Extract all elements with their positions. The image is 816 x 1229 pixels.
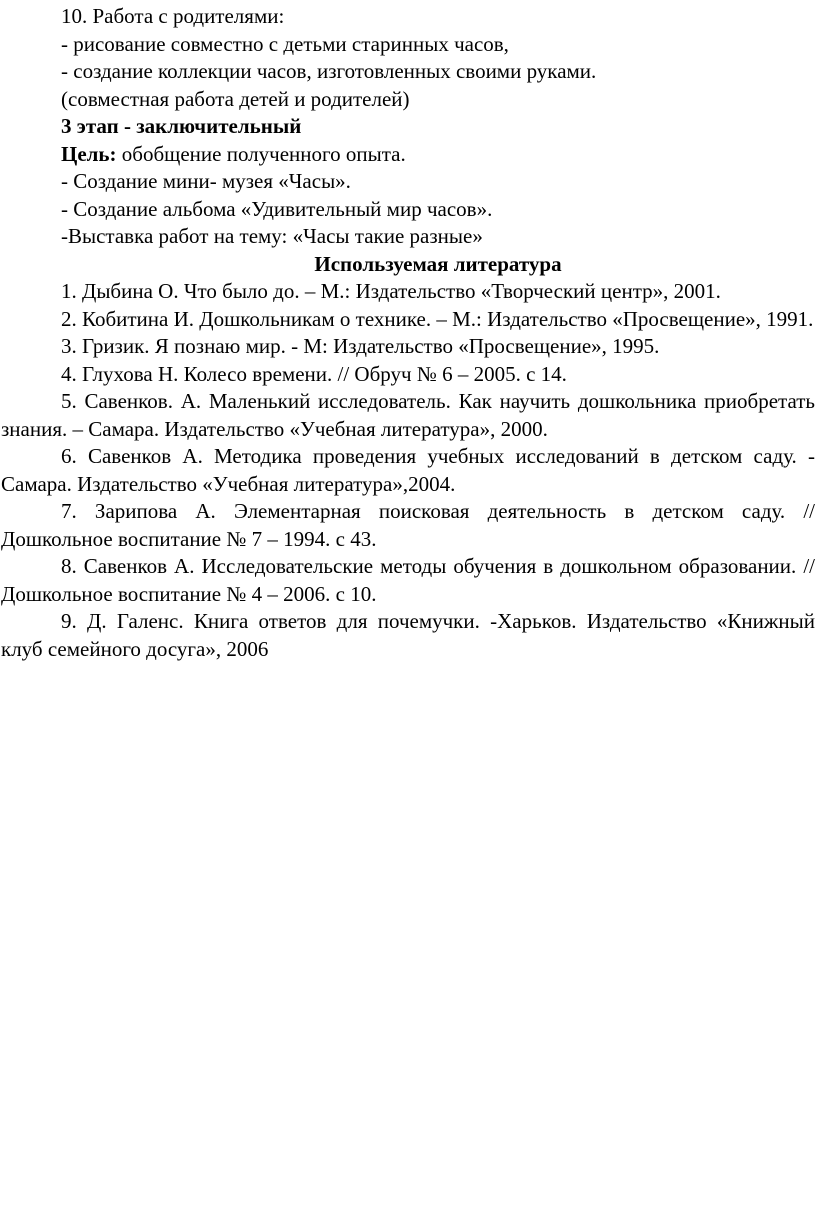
bullet-item: - рисование совместно с детьми старинных часов, — [61, 31, 509, 56]
reference-item: 5. Савенков. А. Маленький исследователь. Как научить дошкольника приобретать знания. – Самара. Издательство «Учебная литература», 2000. — [1, 389, 815, 441]
reference-item: 2. Кобитина И. Дошкольникам о технике. – М.: Издательство «Просвещение», 1991. — [61, 306, 814, 331]
stage-3-title: 3 этап - заключительный — [61, 114, 302, 138]
literature-heading: Используемая литература — [314, 251, 562, 276]
stage-3-item: - Создание мини- музея «Часы». — [61, 169, 351, 193]
reference-item: 7. Зарипова А. Элементарная поисковая деятельность в детском саду. // Дошкольное воспитание № 7 – 1994. с 43. — [1, 499, 815, 551]
reference-item: 1. Дыбина О. Что было до. – М.: Издательство «Творческий центр», 2001. — [61, 279, 721, 303]
parents-work-section — [1, 0, 815, 113]
stage-3-item: - Создание альбома «Удивительный мир часов». — [61, 196, 493, 221]
reference-item: 8. Савенков А. Исследовательские методы обучения в дошкольном образовании. // Дошкольное воспитание № 4 – 2006. с 10. — [1, 554, 815, 606]
reference-item: 3. Гризик. Я познаю мир. - М: Издательство «Просвещение», 1995. — [61, 334, 660, 358]
stage-3-section — [1, 113, 815, 251]
stage-3-item: -Выставка работ на тему: «Часы такие разные» — [61, 224, 483, 248]
bullet-item: - создание коллекции часов, изготовленных своими руками. — [61, 59, 597, 83]
goal-label: Цель: — [61, 141, 117, 166]
item-10-title: 10. Работа с родителями: — [61, 4, 285, 28]
reference-item: 4. Глухова Н. Колесо времени. // Обруч № 6 – 2005. с 14. — [61, 361, 567, 386]
goal-text: обобщение полученного опыта. — [116, 141, 406, 166]
reference-item: 9. Д. Галенс. Книга ответов для почемучки. -Харьков. Издательство «Книжный клуб семейного досуга», 2006 — [1, 609, 815, 661]
joint-work-note: (совместная работа детей и родителей) — [61, 86, 410, 111]
reference-item: 6. Савенков А. Методика проведения учебных исследований в детском саду. - Самара. Издательство «Учебная литература»,2004. — [1, 444, 815, 496]
literature-section — [1, 251, 815, 664]
goal-line — [1, 141, 815, 169]
